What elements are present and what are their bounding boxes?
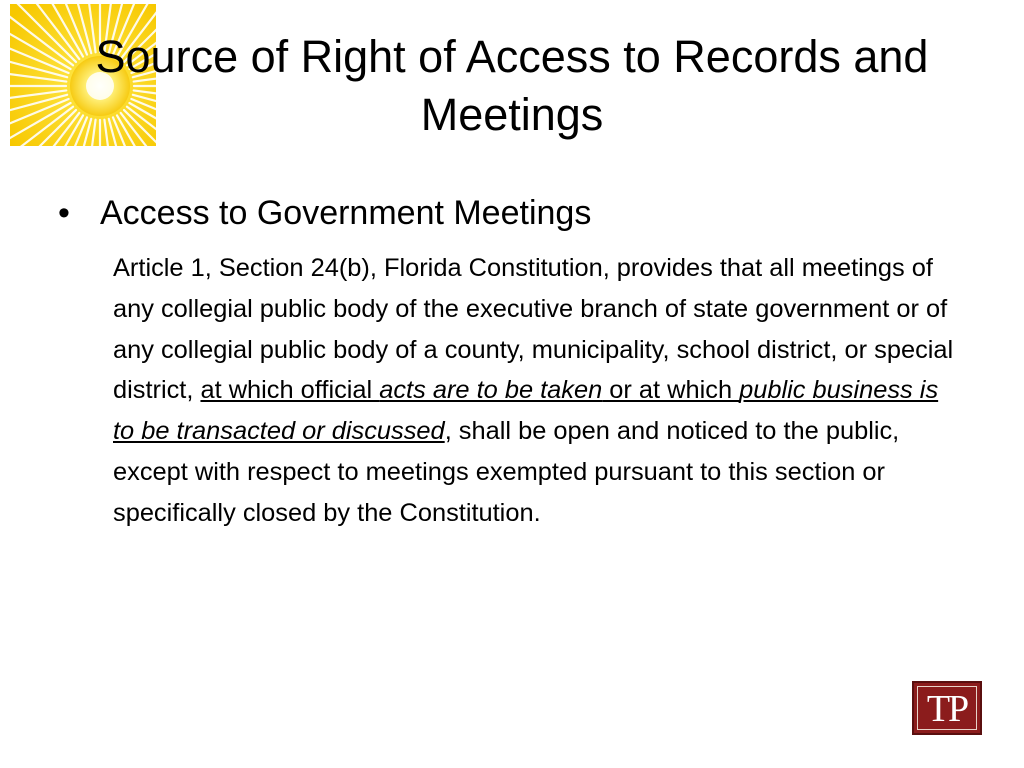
body-text-underlined-1: at which official: [200, 376, 380, 405]
tp-logo: [912, 681, 982, 735]
body-text-underlined-italic-2: public business is to be transacted or discussed: [113, 376, 939, 446]
bullet-heading-text: Access to Government Meetings: [100, 194, 592, 232]
bullet-marker: •: [58, 194, 70, 232]
tp-logo-text: TP: [926, 688, 968, 730]
body-text-part-6: , shall be open and noticed to the public, except with respect to meetings exempted pursuant to this section or specifically closed by the Constitution.: [113, 417, 900, 527]
slide-title: Source of Right of Access to Records and Meetings: [95, 31, 929, 140]
bullet-heading: [58, 190, 958, 236]
body-paragraph: [113, 248, 963, 534]
body-text-underlined-2: or at which: [602, 376, 740, 405]
body-text-underlined-italic-1: acts are to be taken: [379, 376, 603, 405]
body-text-part-1: Article 1, Section 24(b), Florida Constitution, provides that all meetings of any collegial public body of the executive branch of state government or of any collegial public body of a county, municipality, school district, or special district,: [113, 254, 954, 405]
